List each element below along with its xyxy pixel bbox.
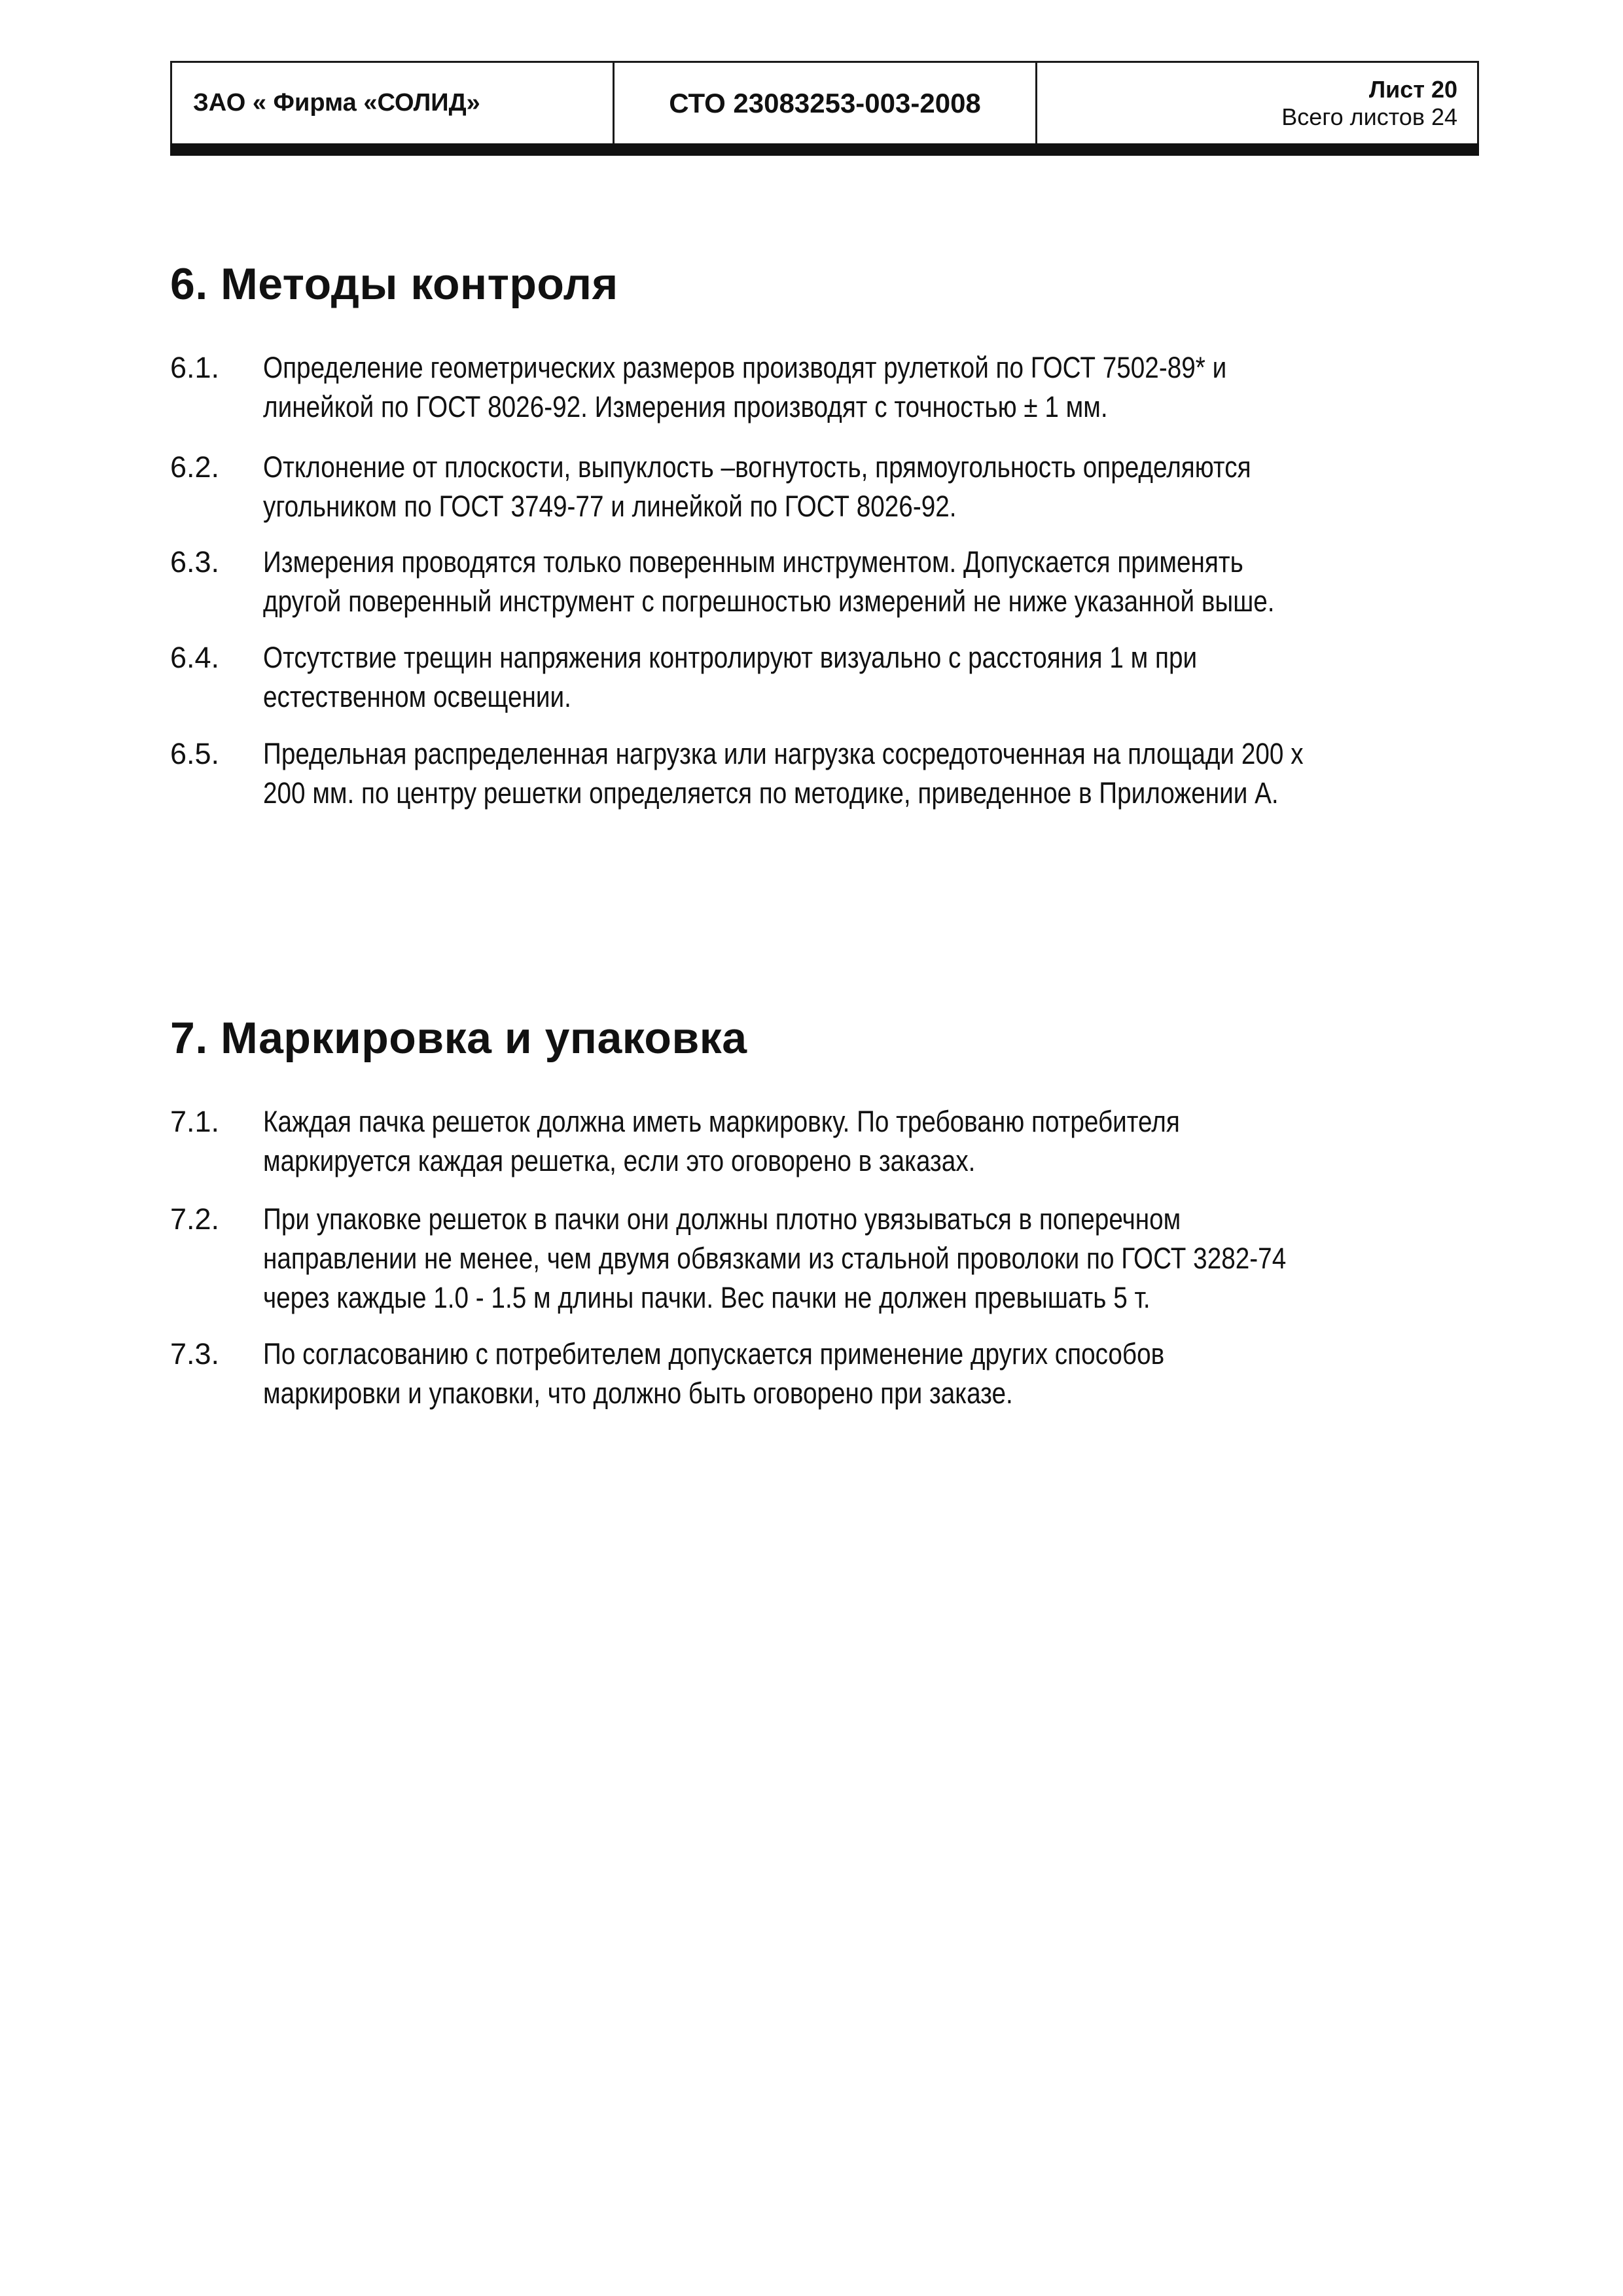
list-item-6-1 <box>170 348 1479 427</box>
item-text: Определение геометрических размеров производят рулеткой по ГОСТ 7502-89* и линейкой по ГОСТ 8026-92. Измерения производят с точностью ± 1 мм. <box>263 351 1227 423</box>
list-item-7-1 <box>170 1102 1479 1181</box>
page-header <box>170 61 1479 143</box>
item-number: 7.2. <box>170 1202 220 1236</box>
item-text: Предельная распределенная нагрузка или нагрузка сосредоточенная на площади 200 х 200 мм. по центру решетки определяется по методике, приведенное в Приложении А. <box>263 737 1304 810</box>
list-item-6-4 <box>170 638 1479 717</box>
section-title-6: 6. Методы контроля <box>170 259 618 309</box>
header-rule <box>170 143 1479 156</box>
list-item-6-2 <box>170 448 1479 526</box>
section-title-7: 7. Маркировка и упаковка <box>170 1013 747 1063</box>
item-text: Отсутствие трещин напряжения контролируют визуально с расстояния 1 м при естественном освещении. <box>263 641 1198 713</box>
item-number: 6.1. <box>170 351 220 384</box>
item-text: По согласованию с потребителем допускается применение других способов маркировки и упаковки, что должно быть оговорено при заказе. <box>263 1337 1165 1410</box>
item-text: Отклонение от плоскости, выпуклость –вогнутость, прямоугольность определяются угольником по ГОСТ 3749-77 и линейкой по ГОСТ 8026-92. <box>263 450 1251 523</box>
list-item-7-2 <box>170 1200 1479 1318</box>
total-sheets: Всего листов 24 <box>1281 103 1457 130</box>
standard-code: СТО 23083253-003-2008 <box>615 63 1037 143</box>
item-number: 6.5. <box>170 737 220 770</box>
company-name: ЗАО « Фирма «СОЛИД» <box>172 63 615 143</box>
item-number: 6.3. <box>170 545 220 579</box>
list-item-7-3 <box>170 1335 1479 1413</box>
list-item-6-3 <box>170 543 1479 621</box>
list-item-6-5 <box>170 734 1479 813</box>
item-text: При упаковке решеток в пачки они должны плотно увязываться в поперечном направлении не менее, чем двумя обвязками из стальной проволоки по ГОСТ 3282-74 через каждые 1.0 - 1.5 м длины пачки. Вес пачки не должен превышать 5 т. <box>263 1202 1287 1314</box>
item-text: Каждая пачка решеток должна иметь маркировку. По требованю потребителя маркируется каждая решетка, если это оговорено в заказах. <box>263 1105 1180 1177</box>
sheet-info <box>1037 63 1477 143</box>
item-number: 6.4. <box>170 641 220 674</box>
item-number: 7.1. <box>170 1105 220 1138</box>
item-number: 6.2. <box>170 450 220 484</box>
sheet-number: Лист 20 <box>1368 76 1457 103</box>
item-text: Измерения проводятся только поверенным инструментом. Допускается применять другой поверенный инструмент с погрешностью измерений не ниже указанной выше. <box>263 545 1275 618</box>
item-number: 7.3. <box>170 1337 220 1371</box>
